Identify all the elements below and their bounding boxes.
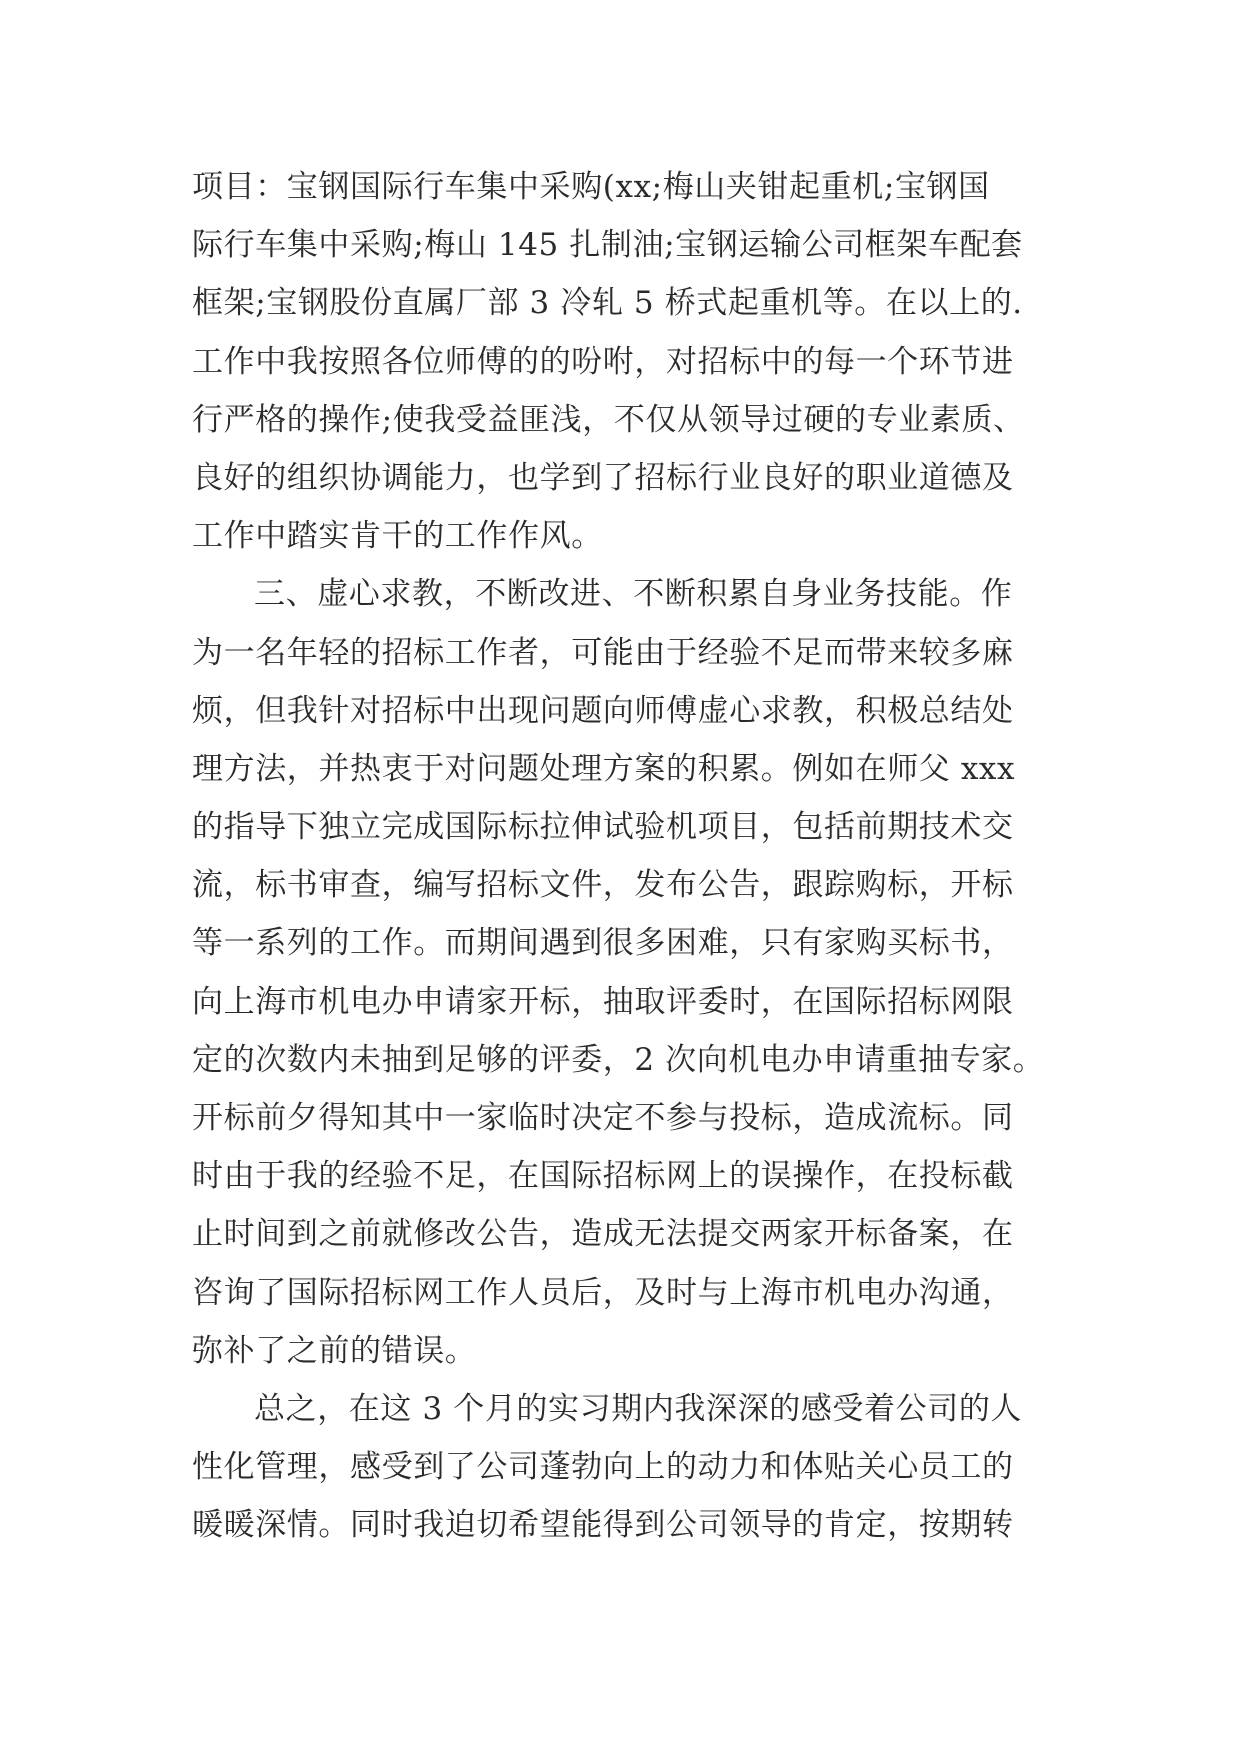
body-text xyxy=(192,158,1072,1555)
text-line: 为一名年轻的招标工作者，可能由于经验不足而带来较多麻 xyxy=(192,634,1014,671)
paragraph-start-line: 总之，在这 3 个月的实习期内我深深的感受着公司的人 xyxy=(254,1390,1023,1427)
text-line: 止时间到之前就修改公告，造成无法提交两家开标备案，在 xyxy=(192,1216,1014,1253)
text-line: 开标前夕得知其中一家临时决定不参与投标，造成流标。同 xyxy=(192,1100,1014,1136)
text-line: 际行车集中采购;梅山 145 扎制油;宝钢运输公司框架车配套 xyxy=(192,227,1023,264)
text-line: 框架;宝钢股份直属厂部 3 冷轧 5 桥式起重机等。在以上的. xyxy=(192,285,1023,322)
text-line: 弥补了之前的错误。 xyxy=(192,1332,477,1369)
text-line: 流，标书审查，编写招标文件，发布公告，跟踪购标，开标 xyxy=(192,867,1014,904)
text-line: 烦，但我针对招标中出现问题向师傅虚心求教，积极总结处 xyxy=(192,692,1014,729)
paragraph-start-line: 三、虚心求教，不断改进、不断积累自身业务技能。作 xyxy=(254,576,1013,613)
text-line: 的指导下独立完成国际标拉伸试验机项目，包括前期技术交 xyxy=(192,809,1014,846)
text-line: 理方法，并热衷于对问题处理方案的积累。例如在师父 xxx xyxy=(192,750,1016,787)
text-line: 等一系列的工作。而期间遇到很多困难，只有家购买标书， xyxy=(192,925,1014,962)
text-line: 项目：宝钢国际行车集中采购(xx;梅山夹钳起重机;宝钢国 xyxy=(192,169,990,205)
text-line: 工作中我按照各位师傅的的吩咐，对招标中的每一个环节进 xyxy=(192,343,1014,380)
text-line: 咨询了国际招标网工作人员后，及时与上海市机电办沟通， xyxy=(192,1274,1014,1311)
text-line: 工作中踏实肯干的工作作风。 xyxy=(192,518,603,555)
text-line: 定的次数内未抽到足够的评委，2 次向机电办申请重抽专家。 xyxy=(192,1041,1045,1078)
text-line: 暖暖深情。同时我迫切希望能得到公司领导的肯定，按期转 xyxy=(192,1507,1014,1544)
text-line: 性化管理，感受到了公司蓬勃向上的动力和体贴关心员工的 xyxy=(192,1449,1014,1486)
text-line: 向上海市机电办申请家开标，抽取评委时，在国际招标网限 xyxy=(192,983,1014,1020)
text-line: 行严格的操作;使我受益匪浅，不仅从领导过硬的专业素质、 xyxy=(192,401,1025,438)
text-line: 良好的组织协调能力，也学到了招标行业良好的职业道德及 xyxy=(192,459,1014,496)
text-line: 时由于我的经验不足，在国际招标网上的误操作，在投标截 xyxy=(192,1158,1014,1195)
